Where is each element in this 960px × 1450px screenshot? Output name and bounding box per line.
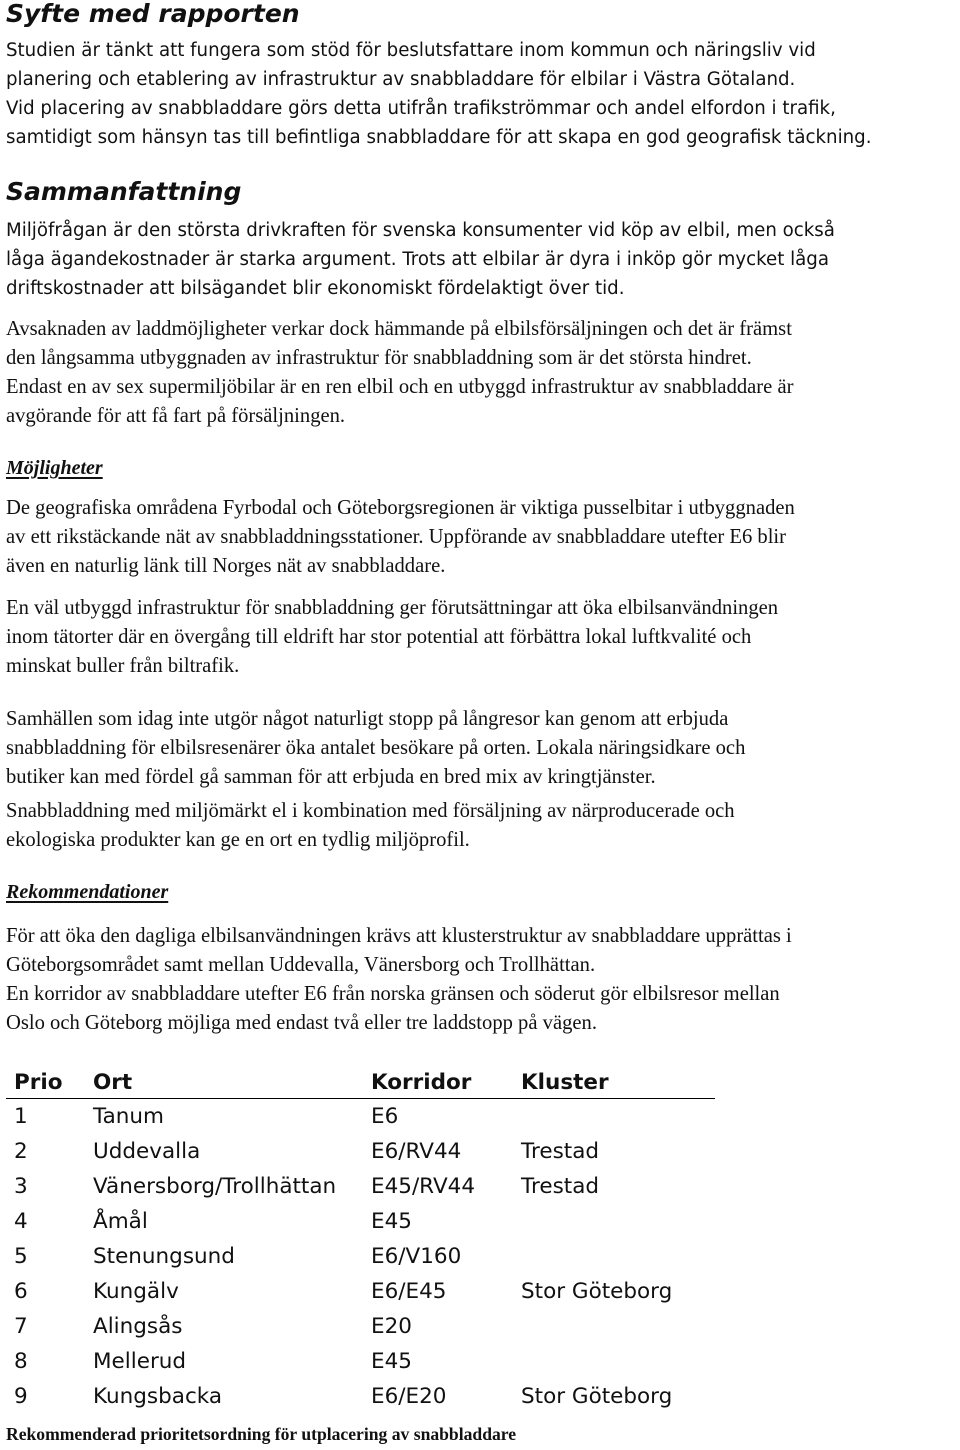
text-line: minskat buller från biltrafik.	[6, 655, 240, 677]
text-line: Avsaknaden av laddmöjligheter verkar dock hämmande på elbilsförsäljningen och det är främst	[6, 318, 792, 340]
paragraph-sammanfattning-1	[6, 216, 835, 303]
cell-kluster: Stor Göteborg	[521, 1384, 673, 1409]
text-line: samtidigt som hänsyn tas till befintliga snabbladdare för att skapa en god geografisk täckning.	[6, 127, 872, 148]
cell-kluster	[513, 1204, 715, 1239]
cell-korridor: E6	[371, 1104, 399, 1129]
text-line: även en naturlig länk till Norges nät av snabbladdare.	[6, 555, 446, 577]
column-header-kluster: Kluster	[513, 1066, 715, 1099]
cell-korridor: E6/V160	[371, 1244, 462, 1269]
heading-rekommendationer: Rekommendationer	[6, 881, 169, 903]
cell-ort: Alingsås	[93, 1314, 183, 1339]
column-header-prio: Prio	[6, 1066, 85, 1099]
cell-kluster: Trestad	[521, 1139, 600, 1164]
cell-prio: 3	[14, 1174, 28, 1199]
cell-kluster	[513, 1344, 715, 1379]
cell-prio: 9	[14, 1384, 28, 1409]
text-line: Oslo och Göteborg möjliga med endast två eller tre laddstopp på vägen.	[6, 1012, 597, 1034]
text-line: ekologiska produkter kan ge en ort en tydlig miljöprofil.	[6, 829, 470, 851]
text-line: avgörande för att få fart på försäljningen.	[6, 405, 346, 427]
text-line: Studien är tänkt att fungera som stöd för beslutsfattare inom kommun och näringsliv vid	[6, 40, 816, 61]
text-line: En väl utbyggd infrastruktur för snabbladdning ger förutsättningar att öka elbilsanvändningen	[6, 597, 779, 619]
table-row	[6, 1204, 715, 1239]
cell-prio: 7	[14, 1314, 28, 1339]
table-row	[6, 1379, 715, 1414]
cell-korridor: E20	[371, 1314, 412, 1339]
text-line: av ett rikstäckande nät av snabbladdningsstationer. Uppförande av snabbladdare utefter E6 blir	[6, 526, 787, 548]
cell-ort: Uddevalla	[93, 1139, 201, 1164]
column-header-korridor: Korridor	[363, 1066, 513, 1099]
text-line: Göteborgsområdet samt mellan Uddevalla, Vänersborg och Trollhättan.	[6, 954, 596, 976]
cell-kluster: Stor Göteborg	[521, 1279, 673, 1304]
column-header-ort: Ort	[85, 1066, 363, 1099]
cell-ort: Tanum	[93, 1104, 164, 1129]
cell-ort: Kungsbacka	[93, 1384, 223, 1409]
cell-ort: Mellerud	[93, 1349, 187, 1374]
paragraph-mojligheter-4	[6, 797, 735, 855]
cell-korridor: E45	[371, 1349, 412, 1374]
table-row	[6, 1274, 715, 1309]
text-line: inom tätorter där en övergång till eldrift har stor potential att förbättra lokal luftkvalité och	[6, 626, 752, 648]
text-line: Vid placering av snabbladdare görs detta utifrån trafikströmmar och andel elfordon i trafik,	[6, 98, 836, 119]
text-line: Miljöfrågan är den största drivkraften för svenska konsumenter vid köp av elbil, men också	[6, 220, 835, 241]
paragraph-rekommendationer	[6, 922, 792, 1038]
heading-syfte: Syfte med rapporten	[6, 0, 300, 28]
table-row	[6, 1169, 715, 1204]
priority-table	[6, 1066, 715, 1414]
cell-prio: 5	[14, 1244, 28, 1269]
cell-kluster: Trestad	[521, 1174, 600, 1199]
cell-korridor: E45	[371, 1209, 412, 1234]
heading-sammanfattning: Sammanfattning	[6, 177, 242, 206]
cell-prio: 8	[14, 1349, 28, 1374]
cell-korridor: E45/RV44	[371, 1174, 476, 1199]
cell-prio: 1	[14, 1104, 28, 1129]
paragraph-mojligheter-1	[6, 494, 795, 581]
table-row	[6, 1134, 715, 1169]
text-line: Samhällen som idag inte utgör något naturligt stopp på långresor kan genom att erbjuda	[6, 708, 729, 730]
text-line: För att öka den dagliga elbilsanvändningen krävs att klusterstruktur av snabbladdare upprättas i	[6, 925, 792, 947]
cell-kluster	[513, 1309, 715, 1344]
text-line: Snabbladdning med miljömärkt el i kombination med försäljning av närproducerade och	[6, 800, 735, 822]
text-line: En korridor av snabbladdare utefter E6 från norska gränsen och söderut gör elbilsresor mellan	[6, 983, 780, 1005]
table-row	[6, 1099, 715, 1135]
table-row	[6, 1309, 715, 1344]
paragraph-sammanfattning-2	[6, 315, 793, 431]
cell-korridor: E6/E20	[371, 1384, 447, 1409]
table-caption: Rekommenderad prioritetsordning för utplacering av snabbladdare	[6, 1424, 517, 1444]
paragraph-syfte	[6, 36, 871, 152]
cell-kluster	[513, 1099, 715, 1135]
text-line: butiker kan med fördel gå samman för att erbjuda en bred mix av kringtjänster.	[6, 766, 656, 788]
cell-ort: Vänersborg/Trollhättan	[93, 1174, 337, 1199]
table-row	[6, 1344, 715, 1379]
cell-prio: 6	[14, 1279, 28, 1304]
cell-ort: Åmål	[93, 1209, 148, 1234]
text-line: den långsamma utbyggnaden av infrastruktur för snabbladdning som är det största hindret.	[6, 347, 752, 369]
cell-kluster	[513, 1239, 715, 1274]
cell-prio: 2	[14, 1139, 28, 1164]
heading-mojligheter: Möjligheter	[6, 457, 103, 479]
paragraph-mojligheter-3	[6, 705, 745, 792]
text-line: Endast en av sex supermiljöbilar är en ren elbil och en utbyggd infrastruktur av snabbladdare är	[6, 376, 794, 398]
text-line: snabbladdning för elbilsresenärer öka antalet besökare på orten. Lokala näringsidkare och	[6, 737, 746, 759]
cell-prio: 4	[14, 1209, 28, 1234]
text-line: låga ägandekostnader är starka argument. Trots att elbilar är dyra i inköp gör mycket låga	[6, 249, 829, 270]
paragraph-mojligheter-2	[6, 594, 778, 681]
cell-korridor: E6/E45	[371, 1279, 447, 1304]
table-header-row	[6, 1066, 715, 1099]
table-row	[6, 1239, 715, 1274]
text-line: De geografiska områdena Fyrbodal och Göteborgsregionen är viktiga pusselbitar i utbyggnaden	[6, 497, 795, 519]
text-line: planering och etablering av infrastruktur av snabbladdare för elbilar i Västra Götaland.	[6, 69, 796, 90]
cell-ort: Stenungsund	[93, 1244, 235, 1269]
text-line: driftskostnader att bilsägandet blir ekonomiskt fördelaktigt över tid.	[6, 278, 625, 299]
cell-ort: Kungälv	[93, 1279, 179, 1304]
cell-korridor: E6/RV44	[371, 1139, 462, 1164]
